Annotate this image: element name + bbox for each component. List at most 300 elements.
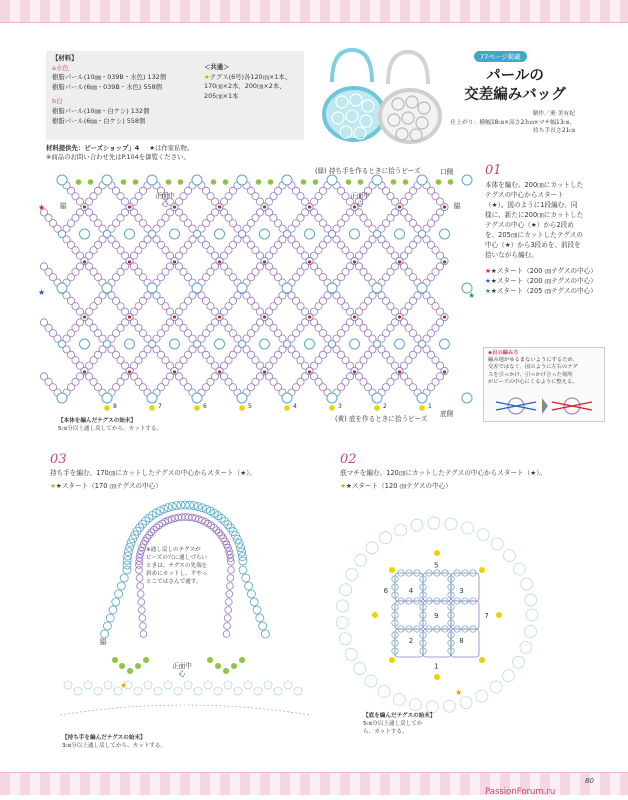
yellow-bead (496, 612, 502, 618)
label-bottom: 底側 (440, 410, 454, 418)
knot-line: 編み地がゆるまないようにするため、 (488, 357, 578, 364)
handle-bead (137, 591, 144, 598)
bead (234, 225, 241, 232)
top-border (0, 0, 628, 23)
large-bead (260, 229, 270, 239)
faint-bead (365, 675, 377, 687)
cross-marker (353, 370, 356, 373)
faint-bead (503, 550, 515, 562)
large-bead (350, 339, 360, 349)
green-bead (178, 179, 184, 185)
step-01-line: 様に、新たに200㎝にカットした (485, 211, 584, 219)
label-top: 口側 (440, 168, 454, 176)
green-bead (231, 663, 237, 669)
handle-bead (115, 590, 123, 598)
faint-bead (274, 687, 282, 695)
large-bead (237, 283, 247, 293)
cross-marker (128, 315, 131, 318)
supplier-contact: ※商品のお問い合わせ先はP.104を御覧ください。 (46, 153, 190, 161)
faint-bead (411, 519, 423, 531)
faint-bead (443, 700, 455, 712)
bead (310, 252, 317, 259)
faint-bead (460, 697, 472, 709)
faint-bead (204, 681, 212, 689)
green-bead (88, 179, 94, 185)
handle-inner-note (146, 546, 221, 586)
bead (414, 335, 421, 342)
yellow-bead (389, 657, 395, 663)
step-01-line: 本体を編む。200㎝にカットした (485, 181, 584, 189)
handle-bead (101, 630, 109, 638)
handle-bead (142, 517, 150, 525)
large-bead (327, 175, 337, 185)
materials-common-heading: ＜共通＞ (204, 63, 230, 71)
cross-marker (218, 370, 221, 373)
supplier-line: 材料提供先：ビーズショップ」4 (46, 144, 140, 152)
faint-bead (284, 681, 292, 689)
handle-bead (225, 607, 232, 614)
cross-marker (173, 370, 176, 373)
grid-number: 3 (459, 586, 464, 595)
green-bead (207, 657, 213, 663)
start-star: ★ (468, 291, 476, 300)
cross-marker (173, 315, 176, 318)
faint-bead (234, 687, 242, 695)
handle-bead (139, 615, 146, 622)
step-01-line: 中心（★）から3段めを、前段を (485, 241, 581, 249)
handle-bead (224, 615, 231, 622)
handle-label-side: 脇 (100, 638, 107, 646)
bead (400, 308, 407, 315)
start-red: ★★スタート（200 ㎝テグスの中心） (485, 267, 597, 275)
cross-marker (398, 260, 401, 263)
page-number: 80 (585, 777, 594, 785)
bead (369, 225, 376, 232)
grid-cell (395, 601, 423, 629)
bead (310, 308, 317, 315)
large-bead (57, 283, 67, 293)
faint-bead (94, 687, 102, 695)
faint-bead (340, 584, 352, 596)
yellow-bead (372, 612, 378, 618)
cross-marker (218, 260, 221, 263)
faint-bead (336, 616, 348, 628)
step-03-start: ★★スタート（170 ㎝テグスの中心） (50, 482, 162, 490)
body-diagram (40, 170, 480, 415)
cross-marker (353, 260, 356, 263)
page-title (455, 66, 575, 104)
large-bead (237, 393, 247, 403)
green-bead (268, 179, 274, 185)
faint-bead (264, 681, 272, 689)
bead (99, 225, 106, 232)
grid-number: 1 (434, 662, 439, 671)
bead (130, 252, 137, 259)
yellow-bead (389, 567, 395, 573)
cross-marker (398, 370, 401, 373)
grid-cell (423, 629, 451, 657)
knot-line: 交差ではなく、図のように左右のテグ (488, 364, 578, 371)
bead (265, 362, 272, 369)
label-side-right: 脇 (454, 202, 461, 210)
green-bead (127, 668, 133, 674)
supplier-note: ★は作家私物。 (149, 144, 194, 152)
white-bag-image (380, 52, 440, 142)
bead (85, 308, 92, 315)
handle-note-text: 3㎝分以上通し戻してから、カットする。 (62, 743, 167, 749)
grid-cell (451, 629, 479, 657)
faint-bead (525, 594, 537, 606)
label-green: (緑) 持ち手を作るときに拾うビーズ (315, 167, 421, 175)
bead (175, 198, 182, 205)
handle-bead (224, 520, 232, 528)
large-bead (237, 175, 247, 185)
large-bead (417, 175, 427, 185)
knot-diagram (492, 392, 598, 420)
label-front-center: 正面中心 (155, 192, 175, 208)
green-bead (448, 179, 454, 185)
bead (130, 198, 137, 205)
step-01-text (485, 180, 610, 296)
materials-common-line: 170㎝×2本、200㎝×2本、 (204, 82, 286, 91)
cross-marker (263, 205, 266, 208)
cross-marker (83, 205, 86, 208)
green-bead (358, 179, 364, 185)
step-01-number: 01 (485, 163, 502, 178)
bead (369, 335, 376, 342)
inner-note-line: ※通し戻しのテグスが (146, 547, 201, 553)
handle-bead (137, 583, 144, 590)
bead-number: 5 (248, 403, 252, 410)
credit (445, 110, 575, 136)
handle-bead (145, 514, 153, 522)
page-ref-badge: 77ページ掲載 (474, 51, 527, 62)
materials-common-line: 205㎝×1本 (204, 91, 239, 100)
handle-bead (247, 590, 255, 598)
bead (175, 252, 182, 259)
large-bead (192, 283, 202, 293)
bottom-diagram (320, 495, 555, 730)
green-bead (239, 657, 245, 663)
handle-bead (112, 598, 120, 606)
cross-marker (398, 205, 401, 208)
step-03-text: 持ち手を編む。170㎝にカットしたテグスの中心からスタート（★）。 (50, 469, 257, 477)
credit-author: 制作／奥 美有紀 (532, 111, 575, 117)
faint-bead (144, 681, 152, 689)
faint-bead (154, 687, 162, 695)
cross-marker (128, 260, 131, 263)
step-01-line: テグスの中心（★）から2段め (485, 221, 574, 229)
bead (85, 252, 92, 259)
knot-title: ◆目の編み方 (488, 350, 519, 356)
faint-bead (224, 681, 232, 689)
start-star: ★ (455, 688, 463, 697)
green-bead (211, 179, 217, 185)
faint-bead (526, 609, 538, 621)
handle-bead (136, 567, 143, 574)
large-bead (440, 339, 450, 349)
knot-line: がビーズの中心にくるように整える。 (488, 378, 578, 385)
large-bead (440, 229, 450, 239)
bead (234, 335, 241, 342)
faint-bead (366, 542, 378, 554)
cross-marker (308, 260, 311, 263)
grid-number: 5 (434, 561, 439, 570)
yellow-bead (149, 405, 155, 411)
step-01-line: （★）。図のように1段編む。同 (485, 201, 578, 209)
handle-bead (217, 514, 225, 522)
large-bead (395, 339, 405, 349)
large-bead (170, 339, 180, 349)
handle-bead (242, 574, 250, 582)
faint-bead (194, 687, 202, 695)
bead (144, 225, 151, 232)
bead (130, 362, 137, 369)
faint-bead (164, 681, 172, 689)
bead-number: 3 (338, 403, 342, 410)
grid-cell (451, 573, 479, 601)
large-bead (102, 283, 112, 293)
faint-bead (476, 690, 488, 702)
large-bead (215, 339, 225, 349)
start-blue: ★★スタート（200 ㎝テグスの中心） (485, 277, 597, 285)
large-bead (192, 393, 202, 403)
faint-bead (520, 641, 532, 653)
cross-marker (353, 315, 356, 318)
green-bead (112, 657, 118, 663)
handle-bead (256, 614, 264, 622)
faint-bead (378, 685, 390, 697)
step-01-line: を、205㎝にカットしたテグスの (485, 231, 583, 239)
inner-note-line: ときは、テグスの先端を (146, 563, 208, 569)
start-star: ★ (38, 203, 46, 212)
large-bead (147, 393, 157, 403)
faint-bead (393, 693, 405, 705)
handle-bead (120, 574, 128, 582)
large-bead (215, 229, 225, 239)
bead (220, 198, 227, 205)
handle-bead (136, 575, 143, 582)
step-02-number: 02 (340, 452, 357, 467)
credit-handle: 持ち手長さ21㎝ (532, 128, 575, 134)
bead (324, 225, 331, 232)
bead (310, 362, 317, 369)
bead (54, 225, 61, 232)
step-03-number: 03 (50, 452, 67, 467)
green-bead (223, 668, 229, 674)
large-bead (80, 229, 90, 239)
large-bead (462, 175, 472, 185)
faint-bead (445, 518, 457, 530)
large-bead (417, 393, 427, 403)
bead-number: 7 (158, 403, 162, 410)
handle-bead (140, 631, 147, 638)
yellow-bead (104, 405, 110, 411)
faint-bead (490, 681, 502, 693)
cross-marker (443, 315, 446, 318)
handle-bead (239, 566, 247, 574)
green-bead (166, 179, 172, 185)
handle-note-title: 【持ち手を編んだテグスの始末】 (62, 735, 146, 741)
green-bead (119, 663, 125, 669)
cross-marker (308, 205, 311, 208)
large-bead (372, 175, 382, 185)
inner-note-line: ビーズの穴に通しづらい (146, 555, 208, 561)
handle-bead (245, 582, 253, 590)
cross-marker (128, 370, 131, 373)
faint-bead (491, 538, 503, 550)
cross-marker (128, 205, 131, 208)
yellow-bead (374, 405, 380, 411)
green-bead (256, 179, 262, 185)
handle-bead (226, 583, 233, 590)
large-bead (417, 283, 427, 293)
faint-bead (74, 687, 82, 695)
large-bead (462, 393, 472, 403)
large-bead (372, 283, 382, 293)
bead (414, 225, 421, 232)
large-bead (102, 175, 112, 185)
large-bead (125, 339, 135, 349)
bead (220, 362, 227, 369)
handle-note (62, 734, 166, 750)
large-bead (170, 229, 180, 239)
large-bead (147, 283, 157, 293)
bead (175, 362, 182, 369)
bead (220, 308, 227, 315)
step-02-start: ★★スタート（120 ㎝テグスの中心） (340, 482, 452, 490)
handle-bead (226, 591, 233, 598)
faint-bead (134, 687, 142, 695)
materials-b-label: b白 (52, 97, 63, 106)
faint-bead (346, 568, 358, 580)
bead (400, 252, 407, 259)
grid-number: 4 (408, 586, 414, 595)
bead (355, 308, 362, 315)
green-bead (301, 179, 307, 185)
bead (85, 198, 92, 205)
faint-bead (477, 529, 489, 541)
large-bead (395, 229, 405, 239)
label-yellow: (黄) 底を作るときに拾うビーズ (335, 415, 428, 423)
faint-bead (428, 517, 440, 529)
cross-marker (218, 205, 221, 208)
green-bead (143, 657, 149, 663)
bead (220, 252, 227, 259)
materials-common-line: ★テグス(6号)各120㎝×1本、 (204, 72, 292, 81)
bead-number: 6 (203, 403, 207, 410)
body-note-text: 5㎝分以上通し戻してから、カットする。 (58, 426, 163, 432)
handle-bead (140, 623, 147, 630)
green-bead (215, 663, 221, 669)
bead (279, 335, 286, 342)
bead (400, 198, 407, 205)
handle-bead (138, 607, 145, 614)
green-bead (391, 179, 397, 185)
bead (189, 225, 196, 232)
faint-bead (520, 578, 532, 590)
faint-bead (84, 681, 92, 689)
large-bead (282, 175, 292, 185)
title-line: パールの (486, 67, 544, 84)
faint-bead (214, 687, 222, 695)
large-bead (282, 283, 292, 293)
faint-bead (354, 663, 366, 675)
materials-a-line: 樹脂パール(10㎜・039B・水色) 132個 (52, 73, 167, 82)
bead-number: 4 (293, 403, 297, 410)
bead-number: 1 (428, 403, 432, 410)
cross-marker (173, 260, 176, 263)
bottom-note-title: 【底を編んだテグスの始末】 (363, 713, 436, 719)
bottom-note-line: 5㎝分以上通し戻してか (363, 721, 423, 727)
large-bead (305, 339, 315, 349)
yellow-bead (434, 674, 440, 680)
handle-bead (139, 520, 147, 528)
bead-number: 2 (383, 403, 387, 410)
faint-bead (524, 625, 536, 637)
large-bead (192, 175, 202, 185)
inner-note-line: 斜めにカットし、平やっ (146, 571, 208, 577)
materials-a-line: 樹脂パール(6㎜・039B・水色) 558個 (52, 82, 163, 91)
title-line: 交差編みバッグ (464, 86, 566, 103)
handle-bead (126, 543, 134, 551)
faint-bead (254, 687, 262, 695)
green-bead (346, 179, 352, 185)
faint-bead (462, 522, 474, 534)
body-note (58, 417, 162, 433)
start-green: ★★スタート（205 ㎝テグスの中心） (485, 287, 597, 295)
handle-bead (227, 575, 234, 582)
step-01-line: テグスの中心からスタート (485, 191, 564, 199)
inner-note-line: とこではさんで通す。 (146, 579, 202, 585)
large-bead (282, 393, 292, 403)
faint-bead (513, 563, 525, 575)
bead (54, 335, 61, 342)
supplier-info (46, 144, 193, 162)
faint-bead (380, 532, 392, 544)
start-star: ★ (38, 288, 46, 297)
handle-bead (228, 567, 235, 574)
handle-bead (250, 598, 258, 606)
large-bead (80, 339, 90, 349)
handle-bead (123, 561, 131, 569)
handle-bead (103, 622, 111, 630)
green-bead (223, 179, 229, 185)
handle-bead (223, 631, 230, 638)
bottom-note (363, 712, 435, 736)
cross-marker (308, 370, 311, 373)
large-bead (57, 175, 67, 185)
knot-box (483, 347, 605, 422)
cross-marker (443, 260, 446, 263)
bead (400, 362, 407, 369)
site-watermark: PassionForum.ru (485, 787, 556, 797)
yellow-bead (239, 405, 245, 411)
materials-heading: 【材料】 (52, 54, 78, 62)
handle-label-front: 正面中心 (172, 662, 192, 678)
materials-b-line: 樹脂パール(6㎜・白ケシ) 558個 (52, 116, 146, 125)
knot-line: スを引っかけ、引っかけ合った場所 (488, 371, 573, 378)
large-bead (125, 229, 135, 239)
bead (189, 335, 196, 342)
label-back-center: 正面中心 (350, 192, 370, 208)
materials-b-line: 樹脂パール(10㎜・白ケシ) 132個 (52, 106, 150, 115)
grid-cell (451, 601, 479, 629)
faint-bead (355, 554, 367, 566)
grid-number: 7 (484, 612, 489, 620)
bead (144, 335, 151, 342)
faint-bead (336, 600, 348, 612)
